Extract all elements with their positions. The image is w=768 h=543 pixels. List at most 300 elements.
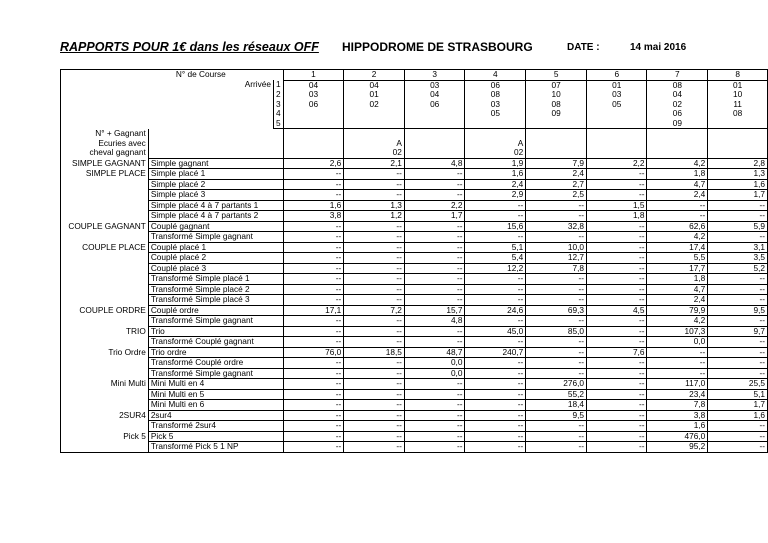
payout-value: -- — [283, 431, 344, 442]
payout-value: 4,5 — [587, 305, 647, 316]
arrivee-value: 05 — [587, 100, 647, 110]
payout-value: -- — [526, 200, 587, 211]
payout-row — [61, 410, 768, 421]
arrivee-value: 02 — [344, 100, 405, 110]
bet-group — [61, 389, 149, 400]
bet-label: Transformé Simple gagnant — [148, 232, 283, 243]
bet-group: SIMPLE PLACE — [61, 169, 149, 180]
arrivee-value: 08 — [526, 100, 587, 110]
payout-value: -- — [465, 410, 526, 421]
payout-value: 2,9 — [465, 190, 526, 201]
arrivee-row — [61, 90, 768, 100]
arrivee-value: 08 — [647, 80, 708, 90]
payout-value: -- — [404, 274, 465, 285]
payout-value: 85,0 — [526, 326, 587, 337]
payout-value: -- — [526, 442, 587, 453]
payout-value — [587, 139, 647, 149]
arrivee-value: 10 — [526, 90, 587, 100]
payout-value: 15,6 — [465, 221, 526, 232]
payout-value: 1,7 — [708, 190, 768, 201]
bet-label: Transformé 2sur4 — [148, 421, 283, 432]
bet-label: Couplé placé 2 — [148, 253, 283, 264]
payout-value: -- — [587, 326, 647, 337]
payout-value: 2,2 — [404, 200, 465, 211]
bet-label: Trio — [148, 326, 283, 337]
payout-value: -- — [587, 421, 647, 432]
arrivee-position: 3 — [274, 100, 284, 110]
bet-group — [61, 337, 149, 348]
arrivee-value — [344, 119, 405, 129]
payout-value: 48,7 — [404, 347, 465, 358]
payout-row — [61, 263, 768, 274]
payout-value: 7,8 — [526, 263, 587, 274]
page-title: RAPPORTS POUR 1€ dans les réseaux OFF — [60, 40, 319, 54]
bet-label: 2sur4 — [148, 410, 283, 421]
arrivee-value: 08 — [708, 109, 768, 119]
payout-value: -- — [647, 347, 708, 358]
payout-value: 02 — [465, 148, 526, 158]
payout-value — [404, 129, 465, 139]
payout-value: 0,0 — [404, 358, 465, 369]
payout-value: 2,4 — [647, 295, 708, 306]
arrivee-position: 5 — [274, 119, 284, 129]
payout-row — [61, 148, 768, 158]
payout-value: -- — [404, 232, 465, 243]
payout-value: 18,4 — [526, 400, 587, 411]
payout-value: -- — [708, 368, 768, 379]
payout-value: -- — [283, 337, 344, 348]
payout-value: -- — [283, 253, 344, 264]
payout-row — [61, 190, 768, 201]
payout-value: -- — [283, 410, 344, 421]
payout-value: -- — [404, 400, 465, 411]
payout-value: 45,0 — [465, 326, 526, 337]
arrivee-value — [526, 119, 587, 129]
payout-value: -- — [526, 368, 587, 379]
payout-value: -- — [283, 326, 344, 337]
payout-value: -- — [283, 274, 344, 285]
payout-row — [61, 221, 768, 232]
payout-value — [647, 148, 708, 158]
payout-value: 4,8 — [404, 158, 465, 169]
payout-value: 1,3 — [344, 200, 405, 211]
payout-value: -- — [587, 442, 647, 453]
payout-table — [60, 69, 768, 453]
payout-value: 1,6 — [283, 200, 344, 211]
course-number: 2 — [344, 70, 405, 81]
payout-value: -- — [465, 400, 526, 411]
bet-group: N° + Gagnant — [61, 129, 149, 139]
payout-value: -- — [708, 211, 768, 222]
payout-value: -- — [404, 242, 465, 253]
payout-row — [61, 368, 768, 379]
bet-label: Transformé Couplé ordre — [148, 358, 283, 369]
bet-group — [61, 295, 149, 306]
payout-row — [61, 431, 768, 442]
bet-label: Transformé Simple placé 3 — [148, 295, 283, 306]
arrivee-label: Arrivée — [61, 80, 274, 90]
payout-value: 107,3 — [647, 326, 708, 337]
payout-value: -- — [404, 179, 465, 190]
payout-value — [283, 139, 344, 149]
bet-label: Simple gagnant — [148, 158, 283, 169]
payout-value: 5,9 — [708, 221, 768, 232]
bet-group — [61, 253, 149, 264]
arrivee-value — [587, 109, 647, 119]
arrivee-blank — [61, 100, 274, 110]
date-label: DATE : — [567, 42, 600, 53]
payout-value: 3,8 — [283, 211, 344, 222]
payout-value: -- — [465, 200, 526, 211]
payout-value: 2,2 — [587, 158, 647, 169]
payout-value: -- — [283, 221, 344, 232]
bet-label: Transformé Simple placé 2 — [148, 284, 283, 295]
payout-value: 5,5 — [647, 253, 708, 264]
payout-value: 1,9 — [465, 158, 526, 169]
payout-value — [587, 129, 647, 139]
payout-value: 17,4 — [647, 242, 708, 253]
payout-row — [61, 379, 768, 390]
payout-value: 15,7 — [404, 305, 465, 316]
payout-row — [61, 242, 768, 253]
course-label: N° de Course — [61, 70, 284, 81]
payout-value: -- — [465, 421, 526, 432]
payout-value: -- — [404, 431, 465, 442]
payout-value: 5,1 — [465, 242, 526, 253]
bet-group — [61, 421, 149, 432]
payout-row — [61, 232, 768, 243]
payout-row — [61, 358, 768, 369]
arrivee-value: 03 — [587, 90, 647, 100]
bet-group: TRIO — [61, 326, 149, 337]
venue-name: HIPPODROME DE STRASBOURG — [342, 40, 533, 54]
payout-row — [61, 158, 768, 169]
bet-group: Ecuries avec — [61, 139, 149, 149]
payout-value: 4,8 — [404, 316, 465, 327]
payout-value: -- — [404, 379, 465, 390]
payout-value: -- — [587, 400, 647, 411]
payout-value: 32,8 — [526, 221, 587, 232]
arrivee-value: 11 — [708, 100, 768, 110]
payout-row — [61, 400, 768, 411]
payout-value: -- — [283, 179, 344, 190]
payout-value — [404, 139, 465, 149]
payout-value: -- — [344, 263, 405, 274]
payout-value: -- — [587, 410, 647, 421]
payout-value: 1,8 — [647, 169, 708, 180]
payout-value: -- — [404, 442, 465, 453]
bet-label: Trio ordre — [148, 347, 283, 358]
payout-value: -- — [587, 274, 647, 285]
payout-value — [526, 148, 587, 158]
payout-value: -- — [708, 421, 768, 432]
payout-value: -- — [404, 337, 465, 348]
bet-group — [61, 179, 149, 190]
arrivee-value: 01 — [587, 80, 647, 90]
arrivee-row — [61, 80, 768, 90]
payout-value: -- — [283, 379, 344, 390]
payout-value: -- — [526, 295, 587, 306]
arrivee-row — [61, 100, 768, 110]
payout-value: -- — [587, 284, 647, 295]
payout-value: -- — [404, 410, 465, 421]
arrivee-value — [283, 109, 344, 119]
payout-value — [465, 129, 526, 139]
payout-value: -- — [465, 389, 526, 400]
payout-value: -- — [344, 169, 405, 180]
payout-value: 117,0 — [647, 379, 708, 390]
payout-value: -- — [465, 379, 526, 390]
payout-value: -- — [344, 221, 405, 232]
arrivee-value — [283, 119, 344, 129]
payout-value — [526, 129, 587, 139]
payout-value: 1,8 — [587, 211, 647, 222]
bet-group — [61, 190, 149, 201]
payout-value: -- — [283, 358, 344, 369]
arrivee-blank — [61, 119, 274, 129]
bet-group — [61, 211, 149, 222]
payout-value: -- — [708, 431, 768, 442]
payout-value: 276,0 — [526, 379, 587, 390]
bet-group: COUPLE GAGNANT — [61, 221, 149, 232]
payout-value: 4,2 — [647, 158, 708, 169]
bet-label — [148, 139, 283, 149]
payout-value: -- — [344, 179, 405, 190]
payout-value: -- — [526, 358, 587, 369]
payout-value: -- — [283, 242, 344, 253]
payout-row — [61, 284, 768, 295]
payout-value: -- — [587, 190, 647, 201]
payout-value: 1,2 — [344, 211, 405, 222]
payout-row — [61, 305, 768, 316]
payout-value: -- — [526, 347, 587, 358]
payout-value: -- — [283, 190, 344, 201]
payout-value: -- — [465, 442, 526, 453]
payout-value — [404, 148, 465, 158]
bet-label: Transformé Simple gagnant — [148, 368, 283, 379]
course-number: 7 — [647, 70, 708, 81]
payout-value: 2,4 — [526, 169, 587, 180]
payout-value — [647, 129, 708, 139]
payout-value: -- — [283, 316, 344, 327]
payout-value: -- — [708, 316, 768, 327]
payout-value: -- — [647, 368, 708, 379]
payout-value: -- — [587, 295, 647, 306]
payout-value: -- — [647, 358, 708, 369]
payout-value: -- — [404, 263, 465, 274]
payout-value: 12,2 — [465, 263, 526, 274]
payout-row — [61, 442, 768, 453]
payout-value: -- — [404, 284, 465, 295]
payout-value: -- — [344, 421, 405, 432]
payout-value: -- — [344, 295, 405, 306]
bet-label: Couplé placé 1 — [148, 242, 283, 253]
arrivee-value: 03 — [465, 100, 526, 110]
arrivee-value: 04 — [647, 90, 708, 100]
payout-value: 18,5 — [344, 347, 405, 358]
payout-value: 10,0 — [526, 242, 587, 253]
arrivee-value: 03 — [283, 90, 344, 100]
payout-value: 55,2 — [526, 389, 587, 400]
payout-value: 4,2 — [647, 232, 708, 243]
arrivee-row — [61, 109, 768, 119]
payout-value: -- — [708, 284, 768, 295]
payout-value: 1,6 — [708, 410, 768, 421]
bet-label: Pick 5 — [148, 431, 283, 442]
payout-value: -- — [344, 400, 405, 411]
payout-row — [61, 139, 768, 149]
payout-value: -- — [587, 431, 647, 442]
payout-value: -- — [344, 316, 405, 327]
arrivee-value — [587, 119, 647, 129]
arrivee-value: 08 — [465, 90, 526, 100]
payout-value: -- — [404, 326, 465, 337]
payout-value: 240,7 — [465, 347, 526, 358]
payout-row — [61, 211, 768, 222]
payout-value: -- — [344, 410, 405, 421]
payout-value: -- — [283, 295, 344, 306]
bet-group: COUPLE PLACE — [61, 242, 149, 253]
payout-value: -- — [587, 379, 647, 390]
payout-value: 24,6 — [465, 305, 526, 316]
payout-value — [647, 139, 708, 149]
payout-value: -- — [404, 389, 465, 400]
bet-group — [61, 232, 149, 243]
payout-value: -- — [708, 295, 768, 306]
payout-row — [61, 337, 768, 348]
payout-value: -- — [404, 253, 465, 264]
payout-value: -- — [344, 326, 405, 337]
payout-value: -- — [526, 421, 587, 432]
payout-row — [61, 200, 768, 211]
payout-value: -- — [647, 211, 708, 222]
payout-value: -- — [465, 337, 526, 348]
payout-value: -- — [526, 211, 587, 222]
payout-value: 2,8 — [708, 158, 768, 169]
payout-value — [526, 139, 587, 149]
payout-value: 5,1 — [708, 389, 768, 400]
payout-value: -- — [344, 242, 405, 253]
payout-value: -- — [708, 232, 768, 243]
date-value: 14 mai 2016 — [630, 42, 687, 53]
payout-value: -- — [708, 337, 768, 348]
payout-row — [61, 253, 768, 264]
bet-group: SIMPLE GAGNANT — [61, 158, 149, 169]
payout-value: -- — [526, 232, 587, 243]
arrivee-position: 2 — [274, 90, 284, 100]
payout-value: -- — [344, 358, 405, 369]
payout-value: -- — [708, 274, 768, 285]
payout-value: 2,5 — [526, 190, 587, 201]
payout-value: 9,5 — [708, 305, 768, 316]
payout-value: -- — [283, 263, 344, 274]
payout-value: -- — [587, 263, 647, 274]
payout-value: 4,7 — [647, 284, 708, 295]
arrivee-value: 06 — [647, 109, 708, 119]
payout-value: -- — [344, 274, 405, 285]
payout-value: -- — [344, 431, 405, 442]
payout-value: 1,6 — [465, 169, 526, 180]
arrivee-value: 01 — [344, 90, 405, 100]
payout-value: 12,7 — [526, 253, 587, 264]
course-number: 3 — [404, 70, 465, 81]
payout-row — [61, 389, 768, 400]
bet-label: Transformé Pick 5 1 NP — [148, 442, 283, 453]
payout-value: 2,1 — [344, 158, 405, 169]
payout-value: 476,0 — [647, 431, 708, 442]
payout-value: -- — [708, 442, 768, 453]
payout-value: 62,6 — [647, 221, 708, 232]
arrivee-value: 07 — [526, 80, 587, 90]
payout-row — [61, 326, 768, 337]
payout-value: 95,2 — [647, 442, 708, 453]
bet-label: Simple placé 1 — [148, 169, 283, 180]
payout-value: -- — [526, 284, 587, 295]
bet-group — [61, 368, 149, 379]
payout-value: -- — [587, 232, 647, 243]
payout-value: 2,6 — [283, 158, 344, 169]
arrivee-value: 09 — [647, 119, 708, 129]
payout-value: 3,5 — [708, 253, 768, 264]
bet-group — [61, 442, 149, 453]
payout-value: -- — [708, 358, 768, 369]
payout-value — [587, 148, 647, 158]
payout-row — [61, 295, 768, 306]
payout-value: 69,3 — [526, 305, 587, 316]
bet-group: Pick 5 — [61, 431, 149, 442]
payout-value: 1,7 — [404, 211, 465, 222]
payout-row — [61, 129, 768, 139]
payout-row — [61, 316, 768, 327]
course-number-row — [61, 70, 768, 81]
payout-value: -- — [283, 169, 344, 180]
payout-value: -- — [587, 179, 647, 190]
payout-value: 4,7 — [647, 179, 708, 190]
arrivee-value — [404, 109, 465, 119]
payout-value: -- — [344, 389, 405, 400]
payout-value — [344, 129, 405, 139]
payout-value: 5,4 — [465, 253, 526, 264]
payout-value — [283, 129, 344, 139]
bet-label: Couplé placé 3 — [148, 263, 283, 274]
payout-value: -- — [587, 169, 647, 180]
payout-value: -- — [404, 169, 465, 180]
payout-value: 17,1 — [283, 305, 344, 316]
payout-value: -- — [465, 274, 526, 285]
payout-value — [708, 129, 768, 139]
payout-value: A — [465, 139, 526, 149]
bet-label: Simple placé 4 à 7 partants 2 — [148, 211, 283, 222]
course-number: 1 — [283, 70, 344, 81]
bet-label: Transformé Simple gagnant — [148, 316, 283, 327]
arrivee-blank — [61, 109, 274, 119]
payout-value: 1,6 — [647, 421, 708, 432]
payout-value: -- — [283, 389, 344, 400]
payout-value: -- — [404, 295, 465, 306]
bet-label — [148, 129, 283, 139]
payout-value: -- — [465, 232, 526, 243]
payout-value: 1,3 — [708, 169, 768, 180]
bet-group — [61, 358, 149, 369]
payout-value: 1,6 — [708, 179, 768, 190]
arrivee-blank — [61, 90, 274, 100]
bet-label: Mini Multi en 4 — [148, 379, 283, 390]
payout-value: 1,8 — [647, 274, 708, 285]
payout-value: -- — [526, 274, 587, 285]
bet-label: Simple placé 2 — [148, 179, 283, 190]
bet-group — [61, 316, 149, 327]
payout-value: -- — [283, 421, 344, 432]
